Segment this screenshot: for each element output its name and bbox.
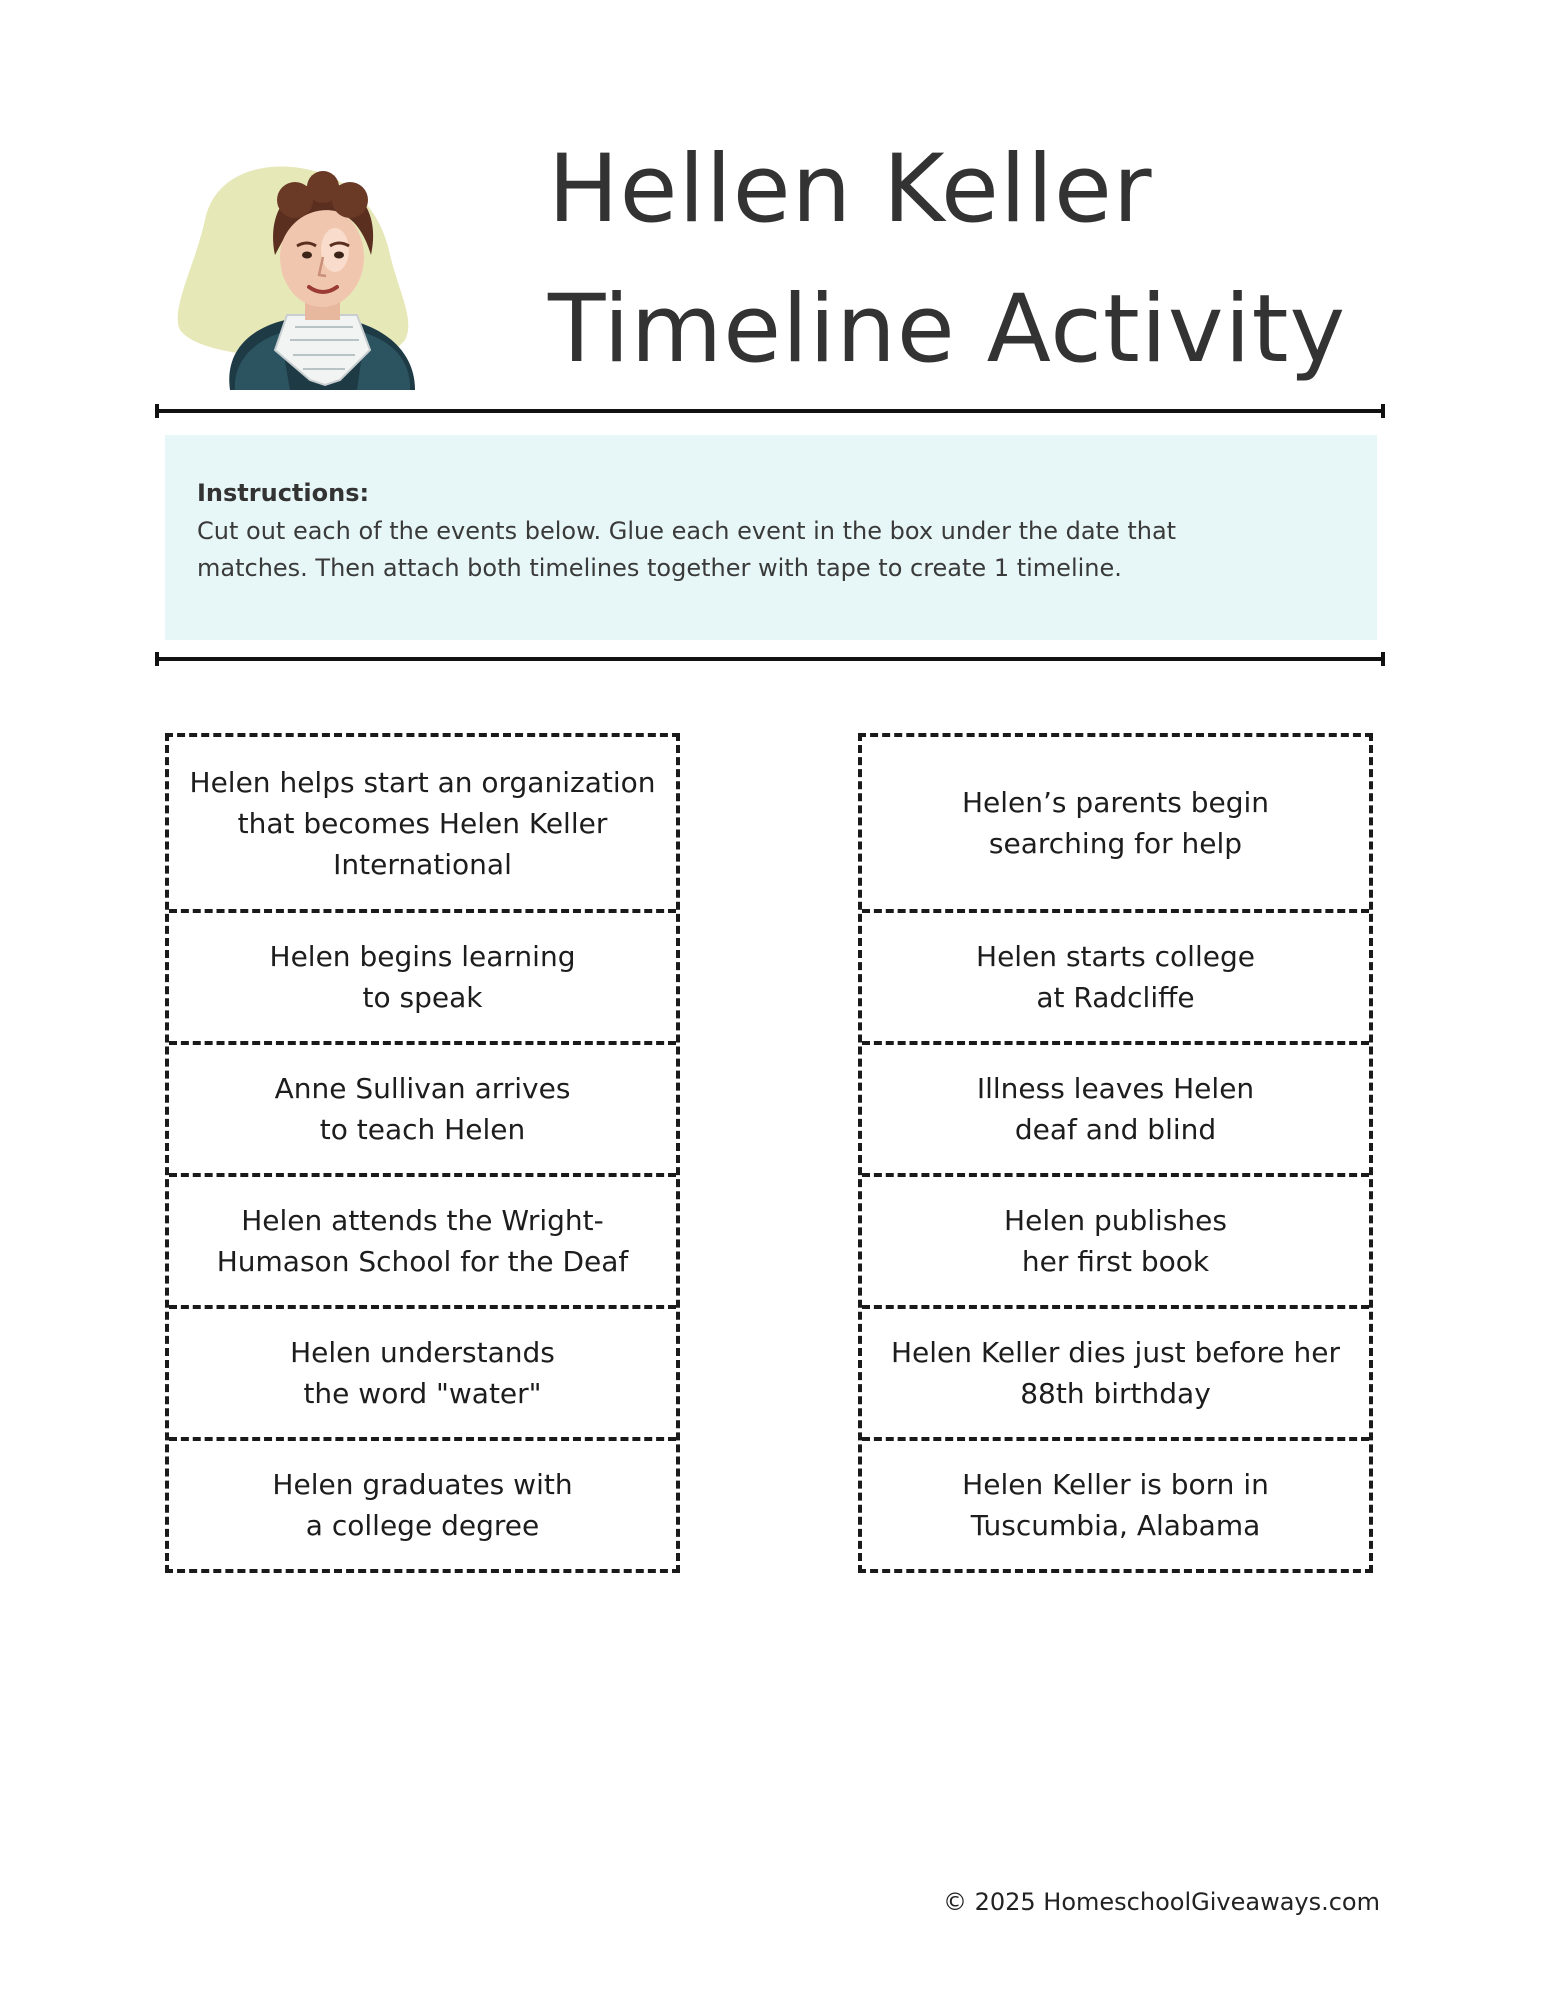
event-card[interactable] [169,1305,676,1437]
event-text: Helen Keller dies just before her 88th birthday [890,1336,1341,1410]
event-text: Helen graduates with a college degree [272,1468,573,1542]
event-card[interactable] [169,1041,676,1173]
event-cards-left [165,733,680,1573]
copyright-footer: © 2025 HomeschoolGiveaways.com [942,1888,1380,1916]
event-card[interactable] [862,737,1369,909]
bottom-divider [155,652,1385,666]
event-card[interactable] [169,1437,676,1569]
event-text: Illness leaves Helen deaf and blind [976,1072,1255,1146]
page-title-line-2: Timeline Activity [548,275,1347,384]
event-card[interactable] [862,1305,1369,1437]
event-text: Helen’s parents begin searching for help [962,786,1269,860]
event-text: Helen understands the word "water" [290,1336,555,1410]
instructions-label: Instructions: [197,479,370,507]
event-card[interactable] [169,1173,676,1305]
event-card[interactable] [862,1173,1369,1305]
event-text: Anne Sullivan arrives to teach Helen [274,1072,571,1146]
event-card[interactable] [862,1437,1369,1569]
event-cards-right [858,733,1373,1573]
instructions-text: Cut out each of the events below. Glue each event in the box under the date that matches. Then attach both timelines together with tape to create 1 timeline. [197,517,1177,582]
event-text: Helen attends the Wright- Humason School for the Deaf [216,1204,629,1278]
instructions-panel [165,435,1377,640]
helen-keller-portrait [175,145,455,395]
event-card[interactable] [862,1041,1369,1173]
page-title [548,120,1346,400]
event-text: Helen Keller is born in Tuscumbia, Alabama [962,1468,1269,1542]
event-card[interactable] [169,909,676,1041]
event-text: Helen helps start an organization that becomes Helen Keller International [189,765,656,881]
event-text: Helen publishes her first book [1004,1204,1227,1278]
event-card[interactable] [169,737,676,909]
top-divider [155,404,1385,418]
event-text: Helen begins learning to speak [269,940,576,1014]
event-text: Helen starts college at Radcliffe [976,940,1255,1014]
page-title-line-1: Hellen Keller [548,135,1153,244]
event-card[interactable] [862,909,1369,1041]
